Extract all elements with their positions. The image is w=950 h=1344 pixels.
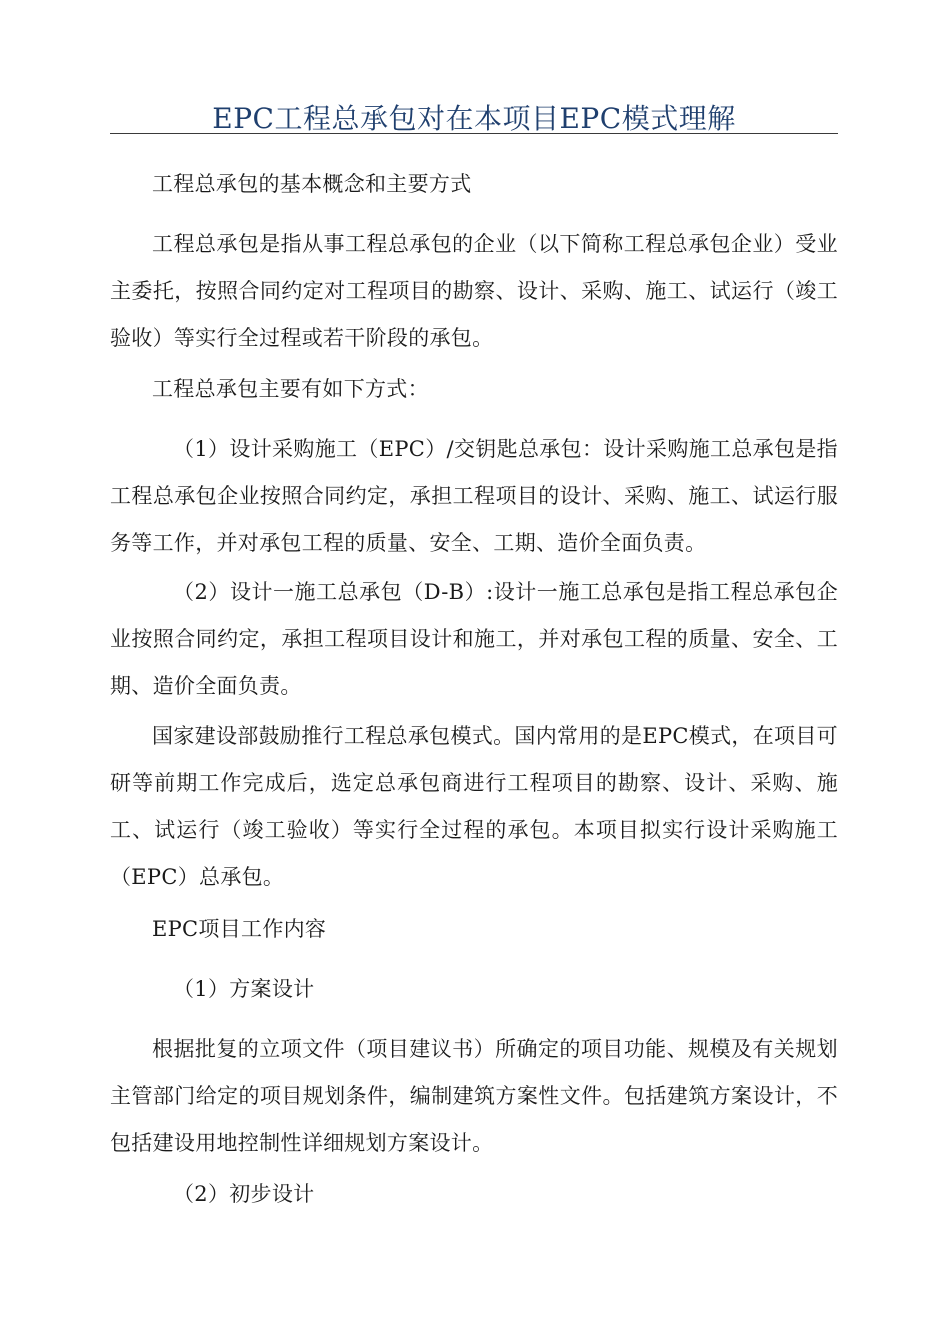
list-item-epc: （1）设计采购施工（EPC）/交钥匙总承包：设计采购施工总承包是指工程总承包企业按照合同约定，承担工程项目的设计、采购、施工、试运行服务等工作，并对承包工程的质量、安全、工期、造价全面负责。 [110,437,838,555]
title-underline [110,133,838,134]
document-title: EPC工程总承包对在本项目EPC模式理解 [212,102,736,135]
section-heading-epc-content: EPC项目工作内容 [152,917,327,941]
paragraph-definition: 工程总承包是指从事工程总承包的企业（以下简称工程总承包企业）受业主委托，按照合同约定对工程项目的勘察、设计、采购、施工、试运行（竣工验收）等实行全过程或若干阶段的承包。 [110,232,838,350]
paragraph-scheme-design: 根据批复的立项文件（项目建议书）所确定的项目功能、规模及有关规划主管部门给定的项目规划条件，编制建筑方案性文件。包括建筑方案设计，不包括建设用地控制性详细规划方案设计。 [110,1037,838,1155]
section-heading-concept: 工程总承包的基本概念和主要方式 [152,172,472,196]
paragraph-national-policy: 国家建设部鼓励推行工程总承包模式。国内常用的是EPC模式，在项目可研等前期工作完成后，选定总承包商进行工程项目的勘察、设计、采购、施工、试运行（竣工验收）等实行全过程的承包。本项目拟实行设计采购施工（EPC）总承包。 [110,724,838,889]
paragraph-methods-intro: 工程总承包主要有如下方式： [152,377,429,401]
subheading-preliminary-design: （2）初步设计 [173,1182,315,1206]
subheading-scheme-design: （1）方案设计 [173,977,315,1001]
list-item-db: （2）设计一施工总承包（D-B）:设计一施工总承包是指工程总承包企业按照合同约定，承担工程项目设计和施工，并对承包工程的质量、安全、工期、造价全面负责。 [110,580,838,698]
